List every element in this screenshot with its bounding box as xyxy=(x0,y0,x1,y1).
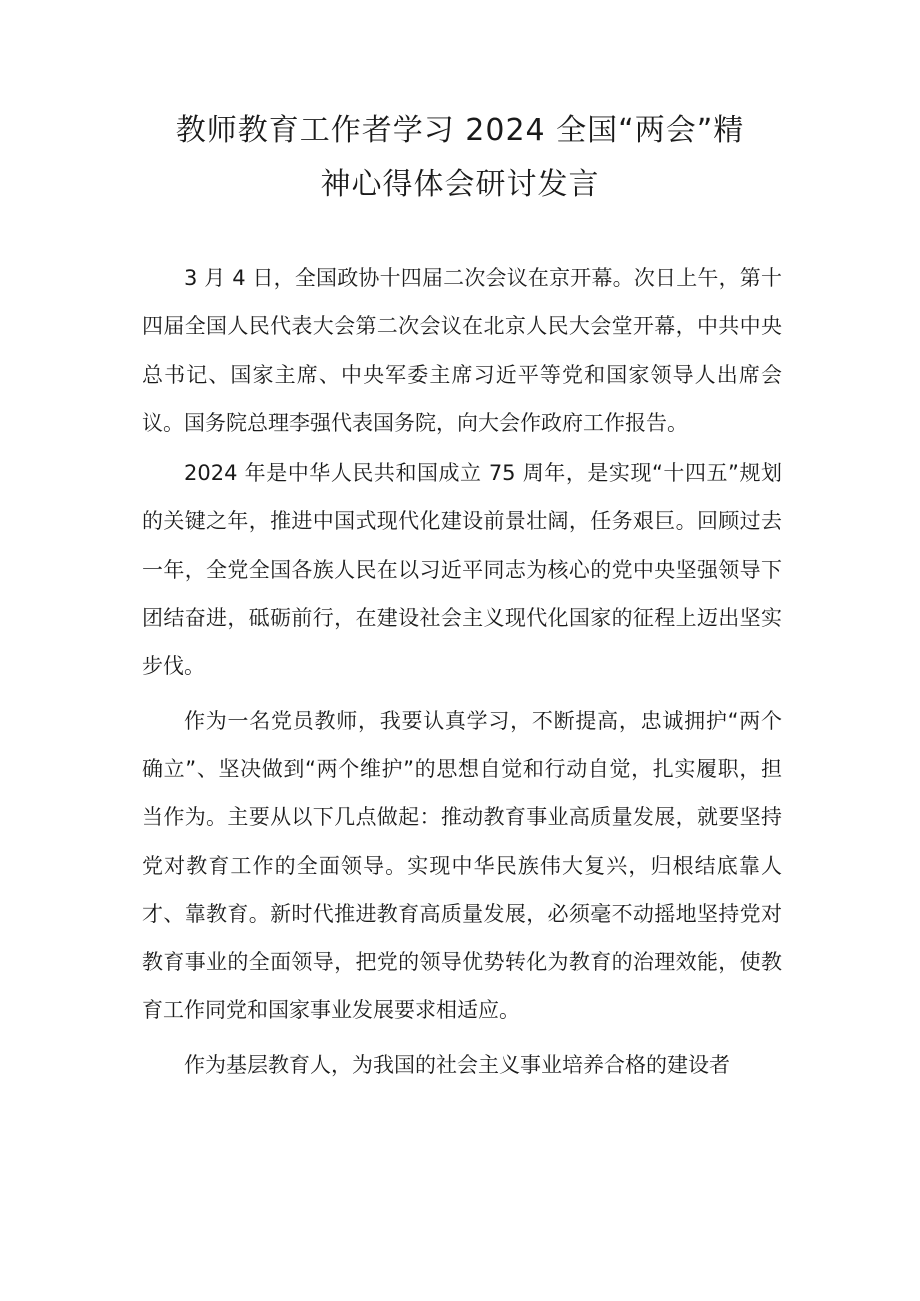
paragraph-2: 2024 年是中华人民共和国成立 75 周年，是实现“十四五”规划的关键之年，推进中国式现代化建设前景壮阔，任务艰巨。回顾过去一年，全党全国各族人民在以习近平同志为核心的党中央坚强领导下团结奋进，砥砺前行，在建设社会主义现代化国家的征程上迈出坚实步伐。 xyxy=(142,461,782,679)
paragraph-3: 作为一名党员教师，我要认真学习，不断提高，忠诚拥护“两个确立”、坚决做到“两个维护”的思想自觉和行动自觉，扎实履职，担当作为。主要从以下几点做起：推动教育事业高质量发展，就要坚持党对教育工作的全面领导。实现中华民族伟大复兴，归根结底靠人才、靠教育。新时代推进教育高质量发展，必须毫不动摇地坚持党对教育事业的全面领导，把党的领导优势转化为教育的治理效能，使教育工作同党和国家事业发展要求相适应。 xyxy=(142,708,782,1023)
paragraph-4: 作为基层教育人，为我国的社会主义事业培养合格的建设者 xyxy=(184,1052,730,1077)
document-title xyxy=(120,104,800,212)
title-line-2: 神心得体会研讨发言 xyxy=(320,167,600,202)
title-line-1: 教师教育工作者学习 2024 全国“两会”精 xyxy=(175,113,745,148)
document-body xyxy=(142,254,782,1091)
paragraph-1: 3 月 4 日，全国政协十四届二次会议在京开幕。次日上午，第十四届全国人民代表大会第二次会议在北京人民大会堂开幕，中共中央总书记、国家主席、中央军委主席习近平等党和国家领导人出席会议。国务院总理李强代表国务院，向大会作政府工作报告。 xyxy=(142,266,782,435)
